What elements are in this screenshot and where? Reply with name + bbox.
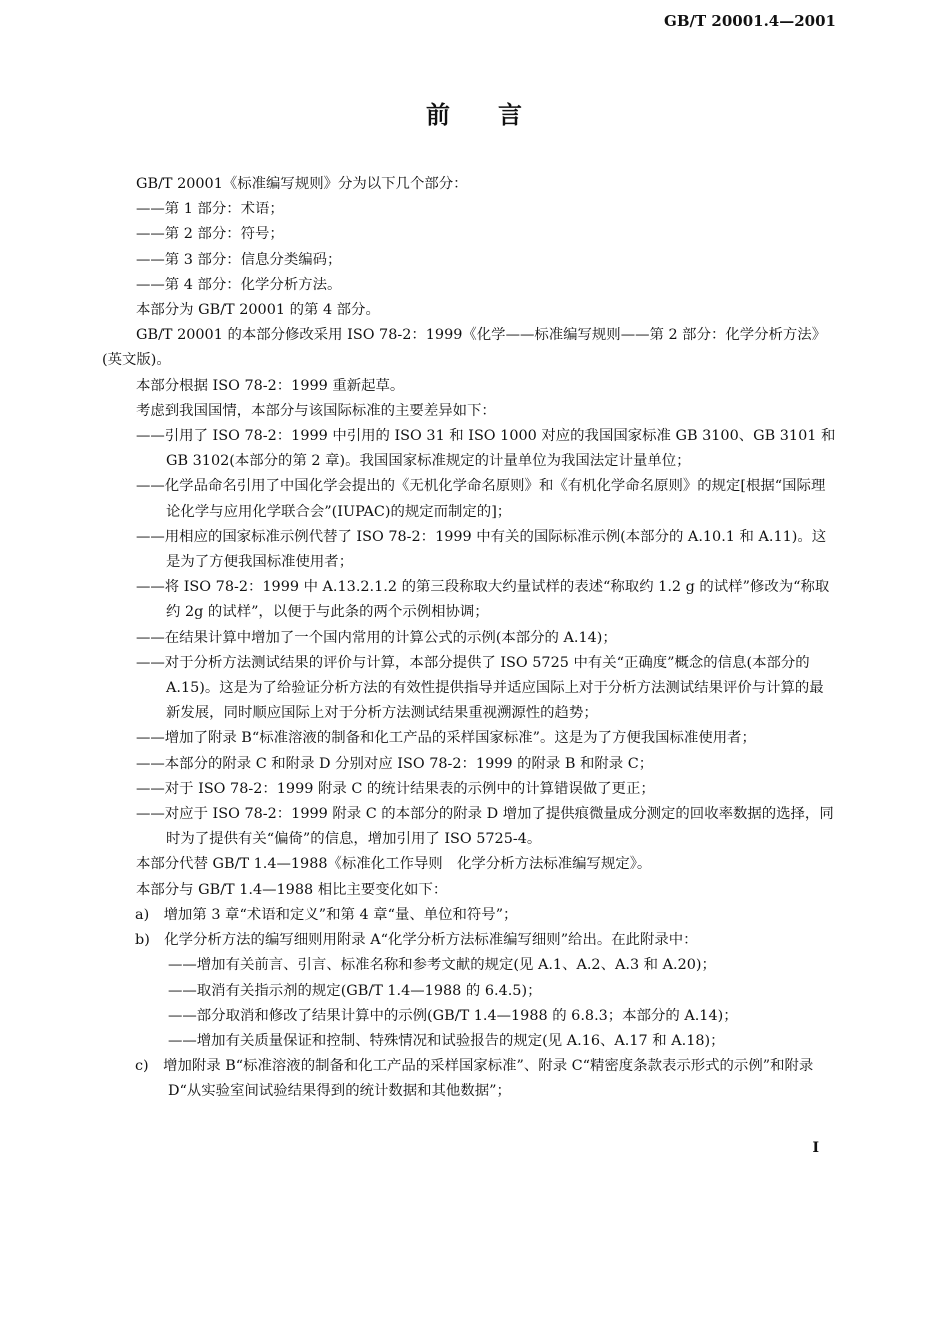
part-statement: 本部分为 GB/T 20001 的第 4 部分。 (136, 302, 380, 319)
part-list-item: ——第 2 部分：符号； (136, 226, 284, 243)
title-char-1: 前 (426, 100, 452, 129)
part-list-item: ——第 1 部分：术语； (136, 201, 284, 218)
change-item-a: a) 增加第 3 章“术语和定义”和第 4 章“量、单位和符号”； (135, 906, 518, 923)
intro-paragraph: GB/T 20001《标准编写规则》分为以下几个部分： (136, 176, 468, 192)
difference-item: ——将 ISO 78-2：1999 中 A.13.2.1.2 的第三段称取大约量试样的表述“称取约 1.2 g 的试样”修改为“称取约 2g 的试样”，以便于与此条的两个示例相协调； (136, 579, 830, 621)
page-title (0, 95, 950, 130)
difference-item: ——化学品命名引用了中国化学会提出的《无机化学命名原则》和《有机化学命名原则》的规定[根据“国际理论化学与应用化学联合会”(IUPAC)的规定而制定的]； (136, 478, 826, 520)
adoption-statement: GB/T 20001 的本部分修改采用 ISO 78-2：1999《化学——标准编写规则——第 2 部分：化学分析方法》(英文版)。 (102, 327, 827, 369)
difference-item: ——用相应的国家标准示例代替了 ISO 78-2：1999 中有关的国际标准示例(本部分的 A.10.1 和 A.11)。这是为了方便我国标准使用者； (136, 528, 827, 571)
standard-code: GB/T 20001.4—2001 (664, 12, 836, 30)
change-subitem: ——增加有关前言、引言、标准名称和参考文献的规定(见 A.1、A.2、A.3 和 A.20)； (168, 957, 716, 974)
part-list-item: ——第 3 部分：信息分类编码； (136, 251, 342, 268)
change-item-b: b) 化学分析方法的编写细则用附录 A“化学分析方法标准编写细则”给出。在此附录中： (135, 932, 698, 949)
change-item-c: c) 增加附录 B“标准溶液的制备和化工产品的采样国家标准”、附录 C“精密度条款表示形式的示例”和附录 D“从实验室间试验结果得到的统计数据和其他数据”； (135, 1058, 814, 1100)
difference-item: ——对于 ISO 78-2：1999 附录 C 的统计结果表的示例中的计算错误做了更正； (136, 780, 655, 797)
difference-item: ——对应于 ISO 78-2：1999 附录 C 的本部分的附录 D 增加了提供痕微量成分测定的回收率数据的选择，同时为了提供有关“偏倚”的信息，增加引用了 ISO 5725-4。 (136, 806, 834, 848)
replacement-statement: 本部分代替 GB/T 1.4—1988《标准化工作导则 化学分析方法标准编写规定》。 (136, 856, 652, 873)
title-char-2: 言 (498, 100, 524, 129)
difference-item: ——增加了附录 B“标准溶液的制备和化工产品的采样国家标准”。这是为了方便我国标准使用者； (136, 730, 756, 747)
change-subitem: ——取消有关指示剂的规定(GB/T 1.4—1988 的 6.4.5)； (168, 982, 542, 999)
difference-item: ——引用了 ISO 78-2：1999 中引用的 ISO 31 和 ISO 1000 对应的我国国家标准 GB 3100、GB 3101 和 GB 3102(本部分的第 2 章)。我国国家标准规定的计量单位为我国法定计量单位； (136, 428, 836, 470)
difference-item: ——对于分析方法测试结果的评价与计算，本部分提供了 ISO 5725 中有关“正确度”概念的信息(本部分的 A.15)。这是为了给验证分析方法的有效性提供指导并适应国际上对于分析方法测试结果评价与计算的最新发展，同时顺应国际上对于分析方法测试结果重视溯源性的趋势； (136, 654, 824, 722)
change-subitem: ——部分取消和修改了结果计算中的示例(GB/T 1.4—1988 的 6.8.3；本部分的 A.14)； (168, 1007, 738, 1024)
change-subitem: ——增加有关质量保证和控制、特殊情况和试验报告的规定(见 A.16、A.17 和 A.18)； (168, 1032, 725, 1049)
part-list-item: ——第 4 部分：化学分析方法。 (136, 276, 342, 293)
differences-intro: 考虑到我国国情，本部分与该国际标准的主要差异如下： (136, 402, 496, 419)
changes-intro: 本部分与 GB/T 1.4—1988 相比主要变化如下： (136, 881, 448, 898)
difference-item: ——在结果计算中增加了一个国内常用的计算公式的示例(本部分的 A.14)； (136, 629, 617, 646)
preface-body (102, 172, 836, 1105)
difference-item: ——本部分的附录 C 和附录 D 分别对应 ISO 78-2：1999 的附录 B 和附录 C； (136, 755, 654, 772)
page-number: Ⅰ (812, 1140, 819, 1156)
redraft-statement: 本部分根据 ISO 78-2：1999 重新起草。 (136, 377, 405, 394)
